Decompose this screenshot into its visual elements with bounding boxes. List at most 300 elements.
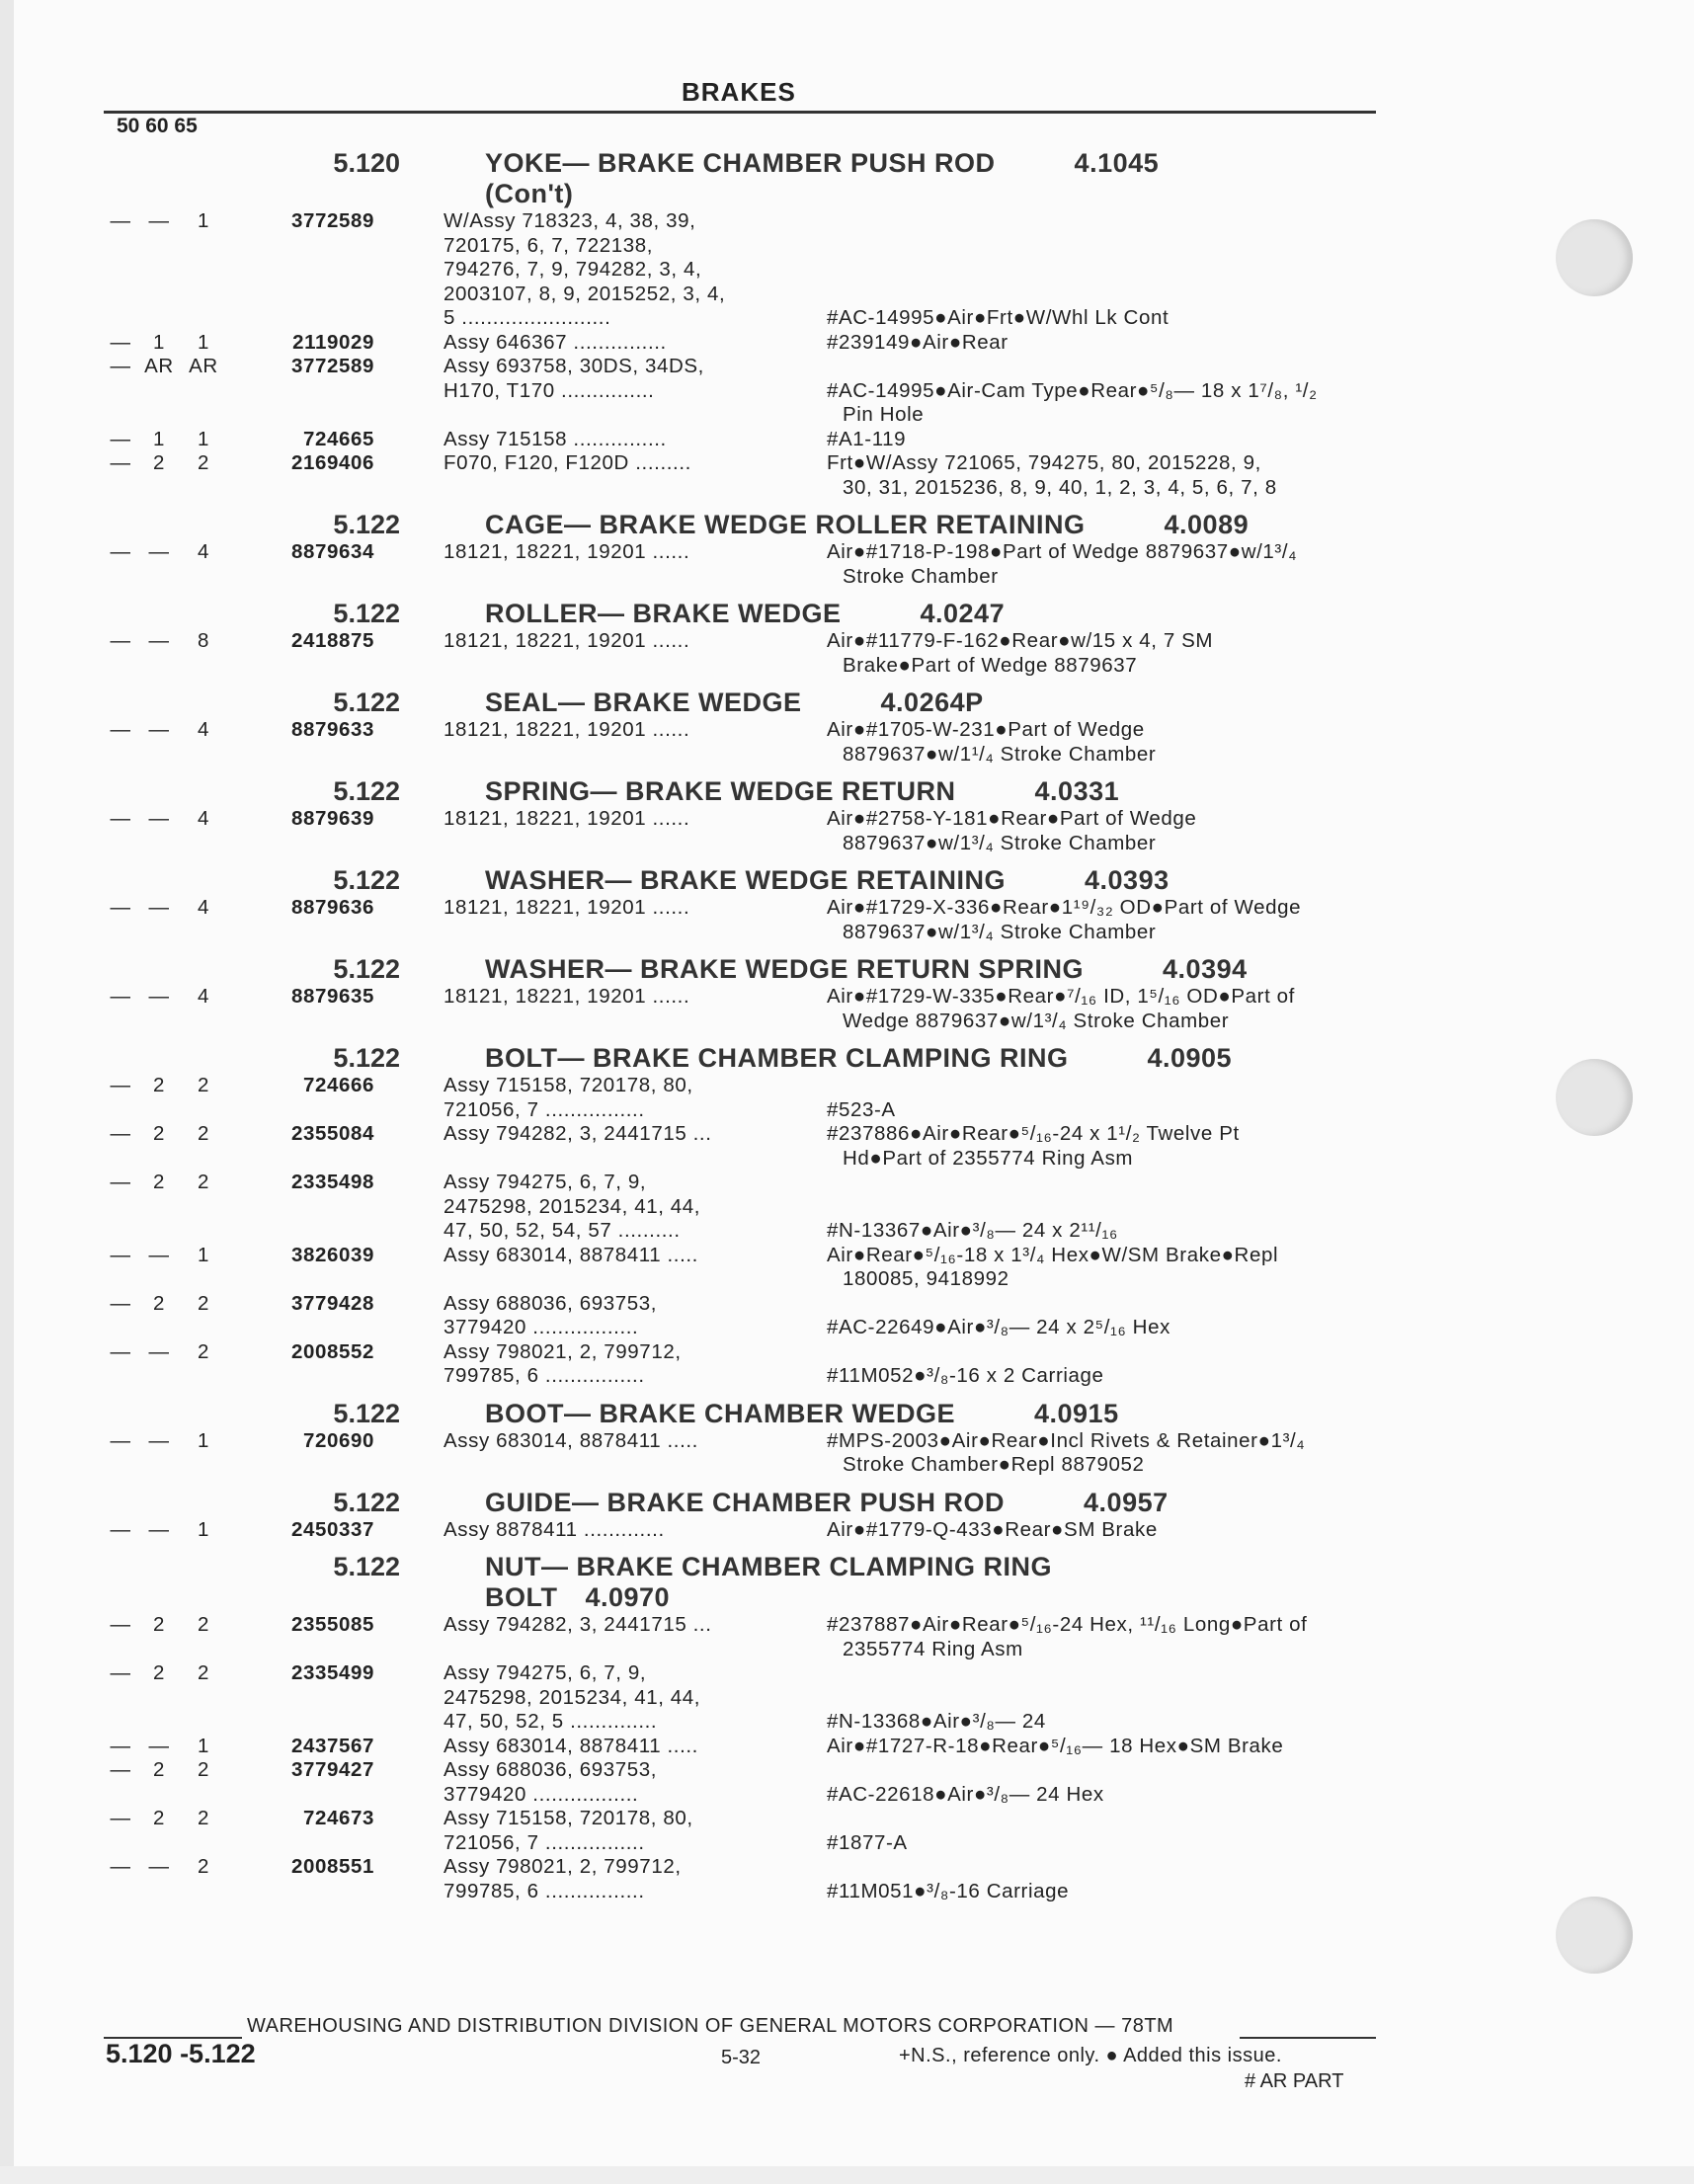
qty-1950: — (110, 896, 131, 919)
description-text (827, 1613, 1380, 1661)
application-line: 2475298, 2015234, 41, 44, (444, 1194, 701, 1218)
description-text (827, 807, 1380, 855)
application-text (444, 451, 817, 476)
qty-1965: 4 (197, 540, 209, 563)
part-number: 3779428 (290, 1291, 374, 1315)
section-header (104, 865, 1388, 896)
section-title-text: YOKE— BRAKE CHAMBER PUSH ROD (485, 148, 996, 178)
punch-hole (1556, 1059, 1633, 1136)
description-line: Air●#1779-Q-433●Rear●SM Brake (827, 1517, 1158, 1541)
part-row (104, 1244, 1388, 1292)
application-line: 3779420 ................. (444, 1782, 639, 1806)
application-line: Assy 715158, 720178, 80, (444, 1074, 693, 1096)
qty-1950: — (110, 1171, 131, 1193)
description-line: #523-A (827, 1097, 896, 1121)
description-line (827, 1340, 1380, 1365)
qty-1960: — (148, 1428, 170, 1452)
section-block (104, 1399, 1388, 1478)
part-row (104, 1171, 1388, 1244)
description-line (827, 234, 1380, 259)
section-header (104, 776, 1388, 807)
description-text (827, 451, 1380, 500)
qty-1965: 1 (197, 330, 209, 354)
qty-1950: — (110, 1428, 131, 1452)
section-title (485, 954, 1248, 985)
application-line: F070, F120, F120D ......... (444, 451, 691, 474)
application-line: Assy 794282, 3, 2441715 ... (444, 1613, 712, 1636)
application-text (444, 1661, 817, 1735)
qty-1950: — (110, 1734, 131, 1757)
part-number: 3772589 (290, 209, 374, 232)
application-line: Assy 683014, 8878411 ..... (444, 1243, 698, 1266)
part-row (104, 1613, 1388, 1661)
qty-1960: 2 (152, 1613, 165, 1636)
section-title-text: WASHER— BRAKE WEDGE RETURN SPRING (485, 954, 1085, 984)
section-title-text: BOOT— BRAKE CHAMBER WEDGE (485, 1398, 955, 1428)
part-row (104, 451, 1388, 500)
description-line: #1877-A (827, 1830, 908, 1854)
description-text (827, 331, 1380, 356)
description-text (827, 718, 1380, 767)
section-title-text: CAGE— BRAKE WEDGE ROLLER RETAINING (485, 510, 1086, 539)
description-line (827, 1855, 1380, 1880)
description-line: 8879637●w/1¹/₄ Stroke Chamber (843, 742, 1157, 766)
description-line: #239149●Air●Rear (827, 330, 1008, 354)
section-header (104, 599, 1388, 629)
application-line: Assy 794282, 3, 2441715 ... (444, 1122, 712, 1145)
description-line: 2355774 Ring Asm (843, 1637, 1023, 1660)
qty-1965: 4 (197, 985, 209, 1008)
description-line: 8879637●w/1³/₄ Stroke Chamber (843, 920, 1157, 943)
section-block (104, 1552, 1388, 1903)
application-text (444, 896, 817, 921)
application-line: Assy 683014, 8878411 ..... (444, 1734, 698, 1757)
part-number: 8879635 (290, 985, 374, 1008)
application-text (444, 1518, 817, 1543)
qty-1960: — (148, 540, 170, 563)
qty-1950: — (110, 427, 131, 450)
section-group-number: 4.0970 (585, 1582, 671, 1612)
qty-1960: 1 (152, 330, 165, 354)
description-line: #A1-119 (827, 427, 907, 450)
part-number: 2355084 (290, 1122, 374, 1145)
qty-1965: 2 (197, 1122, 209, 1145)
section-code: 5.122 (333, 1043, 400, 1073)
part-number: 2008551 (290, 1855, 374, 1878)
application-text (444, 355, 817, 403)
application-text (444, 1292, 817, 1340)
application-line: Assy 798021, 2, 799712, (444, 1855, 682, 1878)
section-group-number: 4.0957 (1084, 1487, 1169, 1517)
description-text (827, 428, 1380, 452)
qty-1965: 2 (197, 1855, 209, 1878)
part-number: 2418875 (290, 629, 374, 652)
description-text (827, 209, 1380, 331)
part-row (104, 428, 1388, 452)
part-number: 8879639 (290, 807, 374, 830)
section-header (104, 688, 1388, 718)
qty-1950: — (110, 1291, 131, 1315)
punch-hole (1556, 219, 1633, 296)
part-row (104, 1735, 1388, 1759)
part-row (104, 1292, 1388, 1340)
section-header (104, 1399, 1388, 1429)
footer-rule-right (1240, 2037, 1376, 2039)
part-number: 724673 (302, 1807, 374, 1829)
qty-1960: — (148, 1339, 170, 1363)
qty-1950: — (110, 1661, 131, 1684)
qty-1950: — (110, 1517, 131, 1541)
section-block (104, 954, 1388, 1033)
page-bottom-edge (0, 2166, 1694, 2184)
qty-1950: — (110, 1855, 131, 1878)
section-header (104, 1488, 1388, 1518)
qty-1965: 1 (197, 1517, 209, 1541)
part-row (104, 540, 1388, 589)
part-row (104, 209, 1388, 331)
application-text (444, 629, 817, 654)
qty-1965: 4 (197, 896, 209, 919)
description-line: Frt●W/Assy 721065, 794275, 80, 2015228, 9, (827, 451, 1261, 474)
section-code: 5.122 (333, 776, 400, 806)
qty-1960: — (148, 209, 170, 232)
section-block (104, 599, 1388, 678)
description-text (827, 629, 1380, 678)
section-code: 5.120 (333, 148, 400, 178)
qty-1965: 1 (197, 427, 209, 450)
part-number: 724666 (302, 1074, 374, 1096)
section-code: 5.122 (333, 954, 400, 984)
section-group-number: 4.0394 (1163, 954, 1248, 984)
qty-1950: — (110, 718, 131, 741)
description-line (827, 1195, 1380, 1220)
qty-1950: — (110, 1613, 131, 1636)
description-line: #AC-22649●Air●³/₈— 24 x 2⁵/₁₆ Hex (827, 1316, 1170, 1338)
description-line: #237886●Air●Rear●⁵/₁₆-24 x 1¹/₂ Twelve Pt (827, 1122, 1240, 1145)
qty-1950: — (110, 1758, 131, 1781)
description-line: Stroke Chamber●Repl 8879052 (843, 1453, 1145, 1476)
part-number: 3779427 (290, 1758, 374, 1781)
application-text (444, 1244, 817, 1268)
year-columns-header: 50 60 65 (117, 115, 198, 137)
qty-1965: 1 (197, 1243, 209, 1266)
part-row (104, 985, 1388, 1033)
section-group-number: 4.0393 (1085, 865, 1170, 895)
application-line: Assy 798021, 2, 799712, (444, 1339, 682, 1363)
application-line: 47, 50, 52, 5 .............. (444, 1710, 658, 1733)
description-text (827, 355, 1380, 428)
section-header (104, 510, 1388, 540)
section-title (485, 1552, 1052, 1613)
part-number: 2119029 (292, 330, 374, 354)
description-line (827, 1074, 1380, 1098)
part-row (104, 1855, 1388, 1903)
part-number: 3772589 (290, 355, 374, 377)
application-text (444, 1171, 817, 1244)
qty-1950: — (110, 1243, 131, 1266)
page-title: BRAKES (682, 77, 796, 107)
application-line: 18121, 18221, 19201 ...... (444, 718, 690, 741)
part-row (104, 331, 1388, 356)
description-text (827, 1518, 1380, 1543)
part-row (104, 1661, 1388, 1735)
description-line: #11M051●³/₈-16 Carriage (827, 1879, 1070, 1902)
section-block (104, 688, 1388, 767)
description-text (827, 1340, 1380, 1389)
qty-1960: — (148, 1734, 170, 1757)
qty-1960: 2 (152, 451, 165, 474)
qty-1960: — (148, 629, 170, 652)
qty-1965: 2 (197, 1339, 209, 1363)
footer-division-line: WAREHOUSING AND DISTRIBUTION DIVISION OF GENERAL MOTORS CORPORATION — 78TM (247, 2015, 1174, 2037)
part-number: 2450337 (290, 1517, 374, 1541)
qty-1960: — (148, 718, 170, 741)
section-title (485, 599, 1005, 629)
application-line: 5 ........................ (444, 306, 611, 329)
qty-1960: — (148, 807, 170, 830)
application-text (444, 540, 817, 565)
qty-1950: — (110, 629, 131, 652)
application-line: Assy 646367 ............... (444, 330, 667, 354)
application-text (444, 428, 817, 452)
qty-1960: 2 (152, 1807, 165, 1829)
qty-1960: — (148, 1243, 170, 1266)
application-text (444, 1429, 817, 1454)
section-title (485, 1488, 1169, 1518)
section-group-number: 4.0264P (880, 688, 984, 717)
qty-1965: 1 (197, 1428, 209, 1452)
section-title (485, 776, 1119, 807)
description-line: 180085, 9418992 (843, 1267, 1009, 1290)
section-title-text: BOLT— BRAKE CHAMBER CLAMPING RING (485, 1043, 1069, 1073)
application-line: 3779420 ................. (444, 1316, 639, 1338)
section-group-number: 4.0905 (1147, 1043, 1233, 1073)
part-number: 2008552 (290, 1339, 374, 1363)
application-line: Assy 794275, 6, 7, 9, (444, 1171, 647, 1193)
application-line: Assy 688036, 693753, (444, 1758, 658, 1781)
section-title-text: SPRING— BRAKE WEDGE RETURN (485, 776, 956, 806)
application-line: Assy 794275, 6, 7, 9, (444, 1661, 647, 1684)
section-subtitle: BOLT 4.0970 (485, 1582, 671, 1612)
application-text (444, 1807, 817, 1855)
description-text (827, 1429, 1380, 1478)
description-text (827, 1074, 1380, 1122)
qty-1960: 2 (152, 1122, 165, 1145)
application-line: 794276, 7, 9, 794282, 3, 4, (444, 258, 702, 281)
section-title (485, 510, 1249, 540)
part-number: 724665 (302, 427, 374, 450)
application-line: Assy 715158 ............... (444, 427, 667, 450)
description-line (827, 1686, 1380, 1711)
qty-1965: 2 (197, 1661, 209, 1684)
qty-1960: 2 (152, 1291, 165, 1315)
qty-1960: — (148, 1855, 170, 1878)
part-number: 8879634 (290, 540, 374, 563)
application-line: H170, T170 ............... (444, 378, 655, 402)
section-title (485, 865, 1170, 896)
section-title (485, 1043, 1232, 1074)
description-line: Air●#1705-W-231●Part of Wedge (827, 718, 1145, 741)
application-line: 18121, 18221, 19201 ...... (444, 896, 690, 919)
application-text (444, 331, 817, 356)
qty-1960: 2 (152, 1074, 165, 1096)
section-title-text: SEAL— BRAKE WEDGE (485, 688, 802, 717)
section-title-text: GUIDE— BRAKE CHAMBER PUSH ROD (485, 1487, 1006, 1517)
description-text (827, 985, 1380, 1033)
application-text (444, 1855, 817, 1903)
description-line: Air●#1729-W-335●Rear●⁷/₁₆ ID, 1⁵/₁₆ OD●Part of (827, 985, 1295, 1008)
footer-legend: +N.S., reference only. ● Added this issue. (899, 2045, 1282, 2066)
description-line (827, 1171, 1380, 1195)
qty-1950: — (110, 451, 131, 474)
application-line: 799785, 6 ................ (444, 1879, 645, 1902)
page-number: 5-32 (721, 2047, 762, 2068)
description-line: Air●#11779-F-162●Rear●w/15 x 4, 7 SM (827, 629, 1214, 652)
application-line: 721056, 7 ................ (444, 1097, 645, 1121)
section-code: 5.122 (333, 1552, 400, 1581)
section-group-number: 4.0089 (1164, 510, 1250, 539)
description-line: #11M052●³/₈-16 x 2 Carriage (827, 1364, 1104, 1387)
description-line (827, 1807, 1380, 1831)
application-line: 18121, 18221, 19201 ...... (444, 807, 690, 830)
description-line (827, 1758, 1380, 1783)
qty-1965: 2 (197, 1171, 209, 1193)
qty-1960: AR (144, 355, 174, 377)
description-line: Air●#1729-X-336●Rear●1¹⁹/₃₂ OD●Part of Wedge (827, 896, 1302, 919)
section-block (104, 865, 1388, 944)
description-line: #AC-22618●Air●³/₈— 24 Hex (827, 1782, 1104, 1806)
application-text (444, 807, 817, 832)
part-number: 2335499 (290, 1661, 374, 1684)
part-number: 2335498 (290, 1171, 374, 1193)
qty-1965: AR (189, 355, 218, 377)
section-header (104, 148, 1388, 209)
qty-1965: 2 (197, 1613, 209, 1636)
qty-1965: 2 (197, 1807, 209, 1829)
application-line: Assy 715158, 720178, 80, (444, 1807, 693, 1829)
part-number: 3826039 (290, 1243, 374, 1266)
application-line: W/Assy 718323, 4, 38, 39, (444, 209, 696, 232)
application-line: 47, 50, 52, 54, 57 .......... (444, 1219, 681, 1242)
part-row (104, 896, 1388, 944)
description-line: Air●#1718-P-198●Part of Wedge 8879637●w/1³/₄ (827, 540, 1298, 563)
qty-1965: 1 (197, 209, 209, 232)
application-line: Assy 8878411 ............. (444, 1517, 665, 1541)
part-number: 2437567 (290, 1734, 374, 1757)
section-code: 5.122 (333, 599, 400, 628)
footer-section-range: 5.120 -5.122 (106, 2039, 256, 2068)
qty-1965: 1 (197, 1734, 209, 1757)
application-text (444, 1735, 817, 1759)
section-code: 5.122 (333, 865, 400, 895)
application-line: 721056, 7 ................ (444, 1830, 645, 1854)
qty-1950: — (110, 1122, 131, 1145)
part-row (104, 807, 1388, 855)
section-code: 5.122 (333, 1398, 400, 1428)
section-group-number: 4.0331 (1034, 776, 1120, 806)
qty-1960: — (148, 1517, 170, 1541)
section-title-text: ROLLER— BRAKE WEDGE (485, 599, 842, 628)
description-line: #237887●Air●Rear●⁵/₁₆-24 Hex, ¹¹/₁₆ Long●Part of (827, 1613, 1308, 1636)
page-left-edge (0, 0, 14, 2184)
application-text (444, 1758, 817, 1807)
parts-listing (104, 138, 1388, 1903)
qty-1960: — (148, 896, 170, 919)
section-code: 5.122 (333, 510, 400, 539)
application-text (444, 1613, 817, 1638)
part-row (104, 1122, 1388, 1171)
qty-1960: 2 (152, 1661, 165, 1684)
qty-1960: 1 (152, 427, 165, 450)
description-line: #MPS-2003●Air●Rear●Incl Rivets & Retainer●1³/₄ (827, 1428, 1306, 1452)
section-block (104, 1043, 1388, 1389)
description-line (827, 1661, 1380, 1686)
section-header (104, 954, 1388, 985)
application-text (444, 209, 817, 331)
part-number: 8879636 (290, 896, 374, 919)
punch-hole (1556, 1897, 1633, 1974)
description-line: Brake●Part of Wedge 8879637 (843, 653, 1138, 677)
qty-1950: — (110, 1339, 131, 1363)
qty-1965: 4 (197, 807, 209, 830)
part-row (104, 1074, 1388, 1122)
description-line: Air●Rear●⁵/₁₆-18 x 1³/₄ Hex●W/SM Brake●Repl (827, 1243, 1279, 1266)
description-line: #N-13367●Air●³/₈— 24 x 2¹¹/₁₆ (827, 1219, 1118, 1242)
description-line (827, 258, 1380, 283)
description-line (827, 1292, 1380, 1317)
qty-1950: — (110, 540, 131, 563)
application-line: 799785, 6 ................ (444, 1364, 645, 1387)
description-text (827, 1758, 1380, 1807)
description-line: Air●#1727-R-18●Rear●⁵/₁₆— 18 Hex●SM Brake (827, 1734, 1284, 1757)
description-text (827, 1735, 1380, 1759)
application-line: Assy 683014, 8878411 ..... (444, 1428, 698, 1452)
application-line: Assy 693758, 30DS, 34DS, (444, 355, 704, 377)
description-text (827, 1244, 1380, 1292)
section-title (485, 148, 1159, 209)
section-block (104, 510, 1388, 589)
qty-1965: 8 (197, 629, 209, 652)
qty-1965: 2 (197, 451, 209, 474)
application-line: Assy 688036, 693753, (444, 1291, 658, 1315)
part-number: 2355085 (290, 1613, 374, 1636)
description-text (827, 1292, 1380, 1340)
section-group-number: 4.0915 (1034, 1398, 1119, 1428)
qty-1950: — (110, 1074, 131, 1096)
description-line: Wedge 8879637●w/1³/₄ Stroke Chamber (843, 1009, 1230, 1032)
section-title-text: NUT— BRAKE CHAMBER CLAMPING RING (485, 1552, 1052, 1581)
qty-1950: — (110, 209, 131, 232)
part-number: 8879633 (290, 718, 374, 741)
header-rule (104, 111, 1376, 114)
description-text (827, 1807, 1380, 1855)
description-text (827, 1661, 1380, 1735)
description-line: 8879637●w/1³/₄ Stroke Chamber (843, 831, 1157, 854)
section-block (104, 1488, 1388, 1543)
qty-1965: 2 (197, 1074, 209, 1096)
section-group-number: 4.1045 (1074, 148, 1160, 178)
section-title (485, 1399, 1119, 1429)
section-title-text: WASHER— BRAKE WEDGE RETAINING (485, 865, 1007, 895)
section-group-number: 4.0247 (920, 599, 1006, 628)
description-text (827, 1171, 1380, 1244)
description-line: Air●#2758-Y-181●Rear●Part of Wedge (827, 807, 1197, 830)
part-number: 720690 (302, 1428, 374, 1452)
application-line: 2003107, 8, 9, 2015252, 3, 4, (444, 282, 726, 305)
description-line: Hd●Part of 2355774 Ring Asm (843, 1146, 1134, 1170)
part-row (104, 718, 1388, 767)
application-line: 2475298, 2015234, 41, 44, (444, 1685, 701, 1709)
